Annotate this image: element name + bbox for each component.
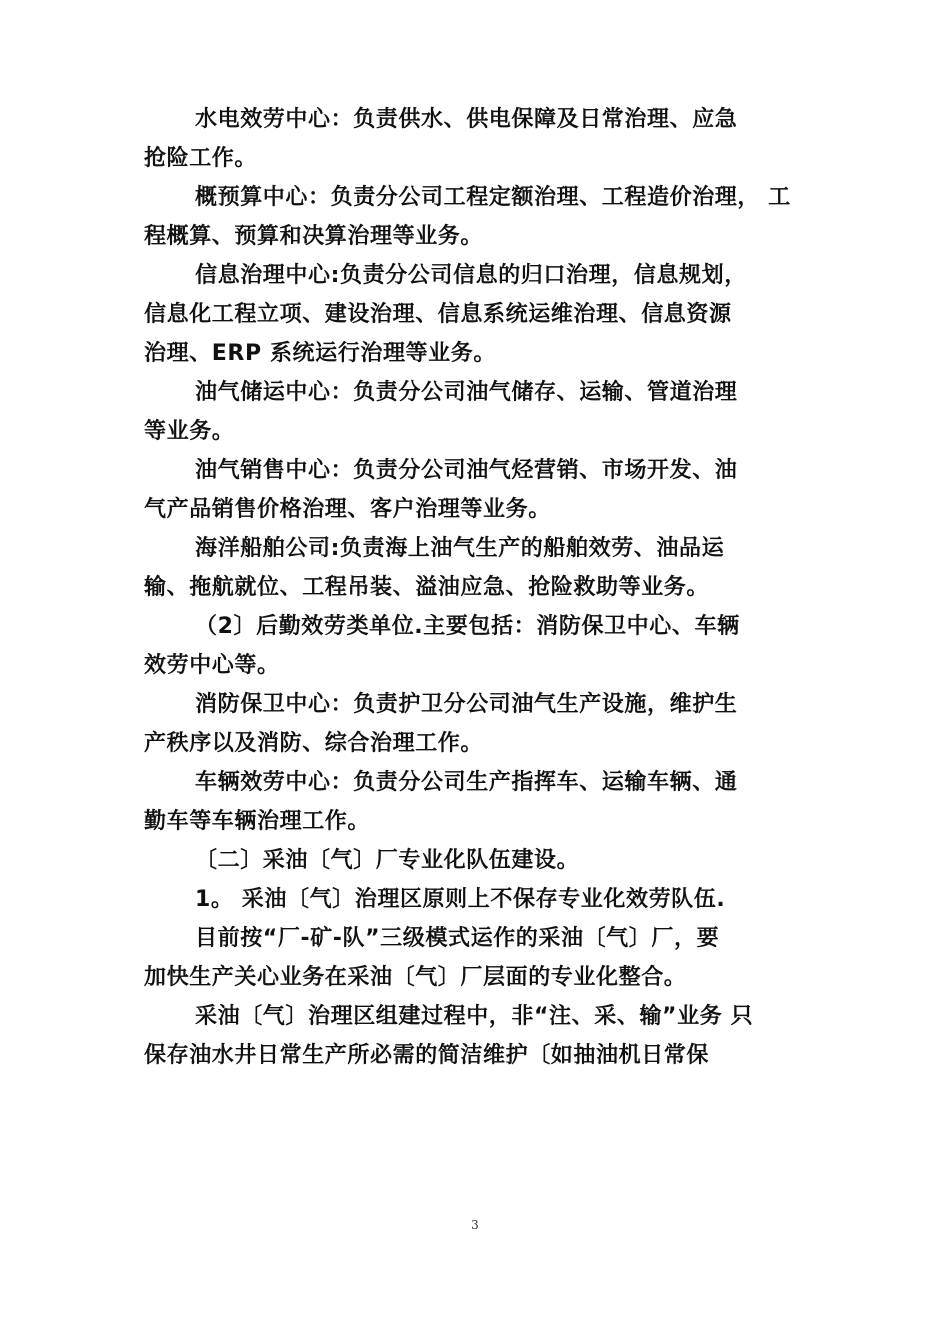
text-line: 消防保卫中心：负责护卫分公司油气生产设施，维护生 — [195, 692, 738, 717]
text-line: 勤车等车辆治理工作。 — [144, 809, 371, 834]
text-line: 治理、ERP 系统运行治理等业务。 — [144, 341, 496, 366]
text-line: 目前按“厂-矿-队”三级模式运作的采油〔气〕厂，要 — [195, 926, 720, 951]
page-number: 3 — [471, 1218, 479, 1232]
text-line: 海洋船舶公司:负责海上油气生产的船舶效劳、油品运 — [195, 536, 725, 561]
text-line: 产秩序以及消防、综合治理工作。 — [144, 731, 484, 756]
text-line: 油气销售中心：负责分公司油气烃营销、市场开发、油 — [195, 458, 738, 483]
text-line: 采油〔气〕治理区组建过程中，非“注、采、输”业务 只 — [195, 1004, 754, 1029]
text-line: 加快生产关心业务在采油〔气〕厂层面的专业化整合。 — [144, 965, 687, 990]
body-text — [144, 100, 824, 1075]
text-line: 信息化工程立项、建设治理、信息系统运维治理、信息资源 — [144, 302, 732, 327]
text-line: （2〕后勤效劳类单位.主要包括：消防保卫中心、车辆 — [195, 614, 740, 639]
text-line: 效劳中心等。 — [144, 653, 280, 678]
text-line: 程概算、预算和决算治理等业务。 — [144, 224, 484, 249]
text-line: 抢险工作。 — [144, 146, 258, 171]
text-line: 输、拖航就位、工程吊装、溢油应急、抢险救助等业务。 — [144, 575, 710, 600]
text-line: 信息治理中心:负责分公司信息的归口治理，信息规划， — [195, 263, 747, 288]
section-heading: 〔二〕采油〔气〕厂专业化队伍建设。 — [195, 848, 580, 873]
text-line: 1。 采油〔气〕治理区原则上不保存专业化效劳队伍. — [195, 887, 726, 912]
text-line: 概预算中心：负责分公司工程定额治理、工程造价治理， 工 — [195, 185, 791, 210]
text-line: 车辆效劳中心：负责分公司生产指挥车、运输车辆、通 — [195, 770, 738, 795]
text-line: 油气储运中心：负责分公司油气储存、运输、管道治理 — [195, 380, 738, 405]
text-line: 等业务。 — [144, 419, 235, 444]
text-line: 气产品销售价格治理、客户治理等业务。 — [144, 497, 551, 522]
text-line: 水电效劳中心：负责供水、供电保障及日常治理、应急 — [195, 107, 738, 132]
text-line: 保存油水井日常生产所必需的简洁维护〔如抽油机日常保 — [144, 1043, 710, 1068]
